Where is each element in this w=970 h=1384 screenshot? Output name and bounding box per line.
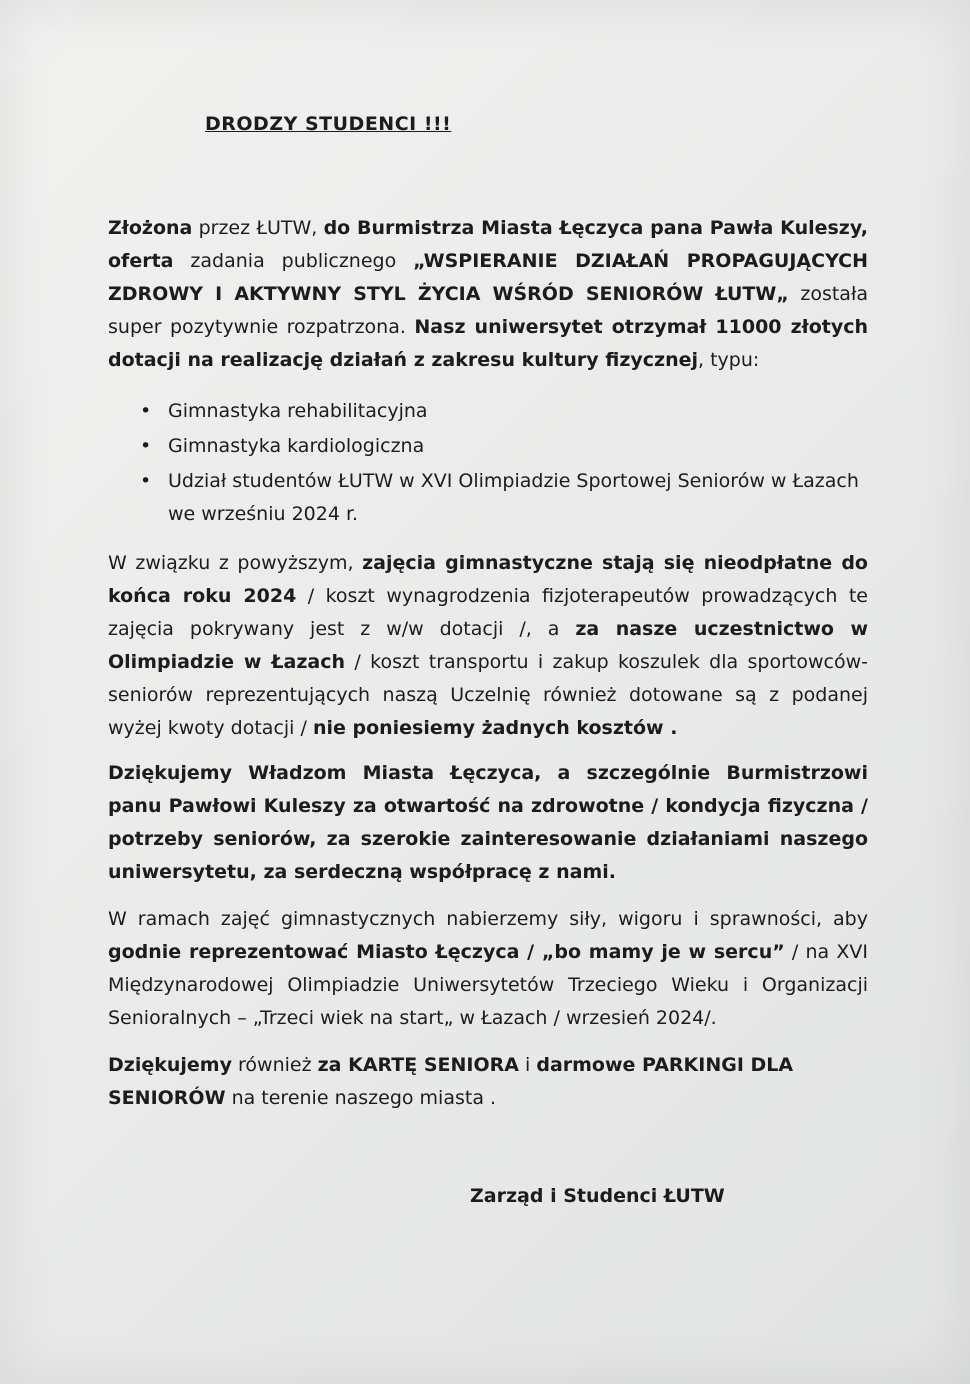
paragraph-olympiad xyxy=(108,903,868,1035)
bullet-icon: • xyxy=(140,470,152,492)
list-item-text: Gimnastyka rehabilitacyjna xyxy=(168,400,428,422)
text: również xyxy=(231,1054,318,1076)
text: / koszt transportu i zakup koszulek dla sportowców- seniorów reprezentujących naszą Uczelnię również dotowane są z podanej wyżej kwoty dotacji / xyxy=(108,651,868,739)
paragraph-offer xyxy=(108,212,868,377)
paragraph-free-classes xyxy=(108,547,868,745)
paragraph-senior-card xyxy=(108,1049,868,1115)
text: przez ŁUTW, xyxy=(192,217,324,239)
text: / koszt wynagrodzenia fizjoterapeutów prowadzących te zajęcia pokrywany jest z w/w dotacji /, a xyxy=(108,585,868,640)
text-bold: za nasze uczestnictwo w Olimpiadzie w Łazach xyxy=(108,618,868,673)
text: W związku z powyższym, xyxy=(108,552,363,574)
text-bold: nie poniesiemy żadnych kosztów . xyxy=(312,717,678,739)
activities-list xyxy=(140,395,870,533)
text: i xyxy=(518,1054,537,1076)
text: W ramach zajęć gimnastycznych nabierzemy siły, wigoru i sprawności, aby xyxy=(108,908,868,930)
text-bold: Dziękujemy Władzom Miasta Łęczyca, a szczególnie Burmistrzowi panu Pawłowi Kuleszy za otwartość na zdrowotne / kondycja fizyczna / potrzeby seniorów, za szerokie zainteresowanie działaniami naszego uniwersytetu, za serdeczną współpracę z nami. xyxy=(108,762,868,883)
letter-heading: DRODZY STUDENCI !!! xyxy=(205,113,452,135)
text: na terenie naszego miasta . xyxy=(225,1087,497,1109)
list-item xyxy=(140,430,870,463)
text-bold: zajęcia gimnastyczne stają się nieodpłatne do końca roku 2024 xyxy=(108,552,868,607)
bullet-icon: • xyxy=(140,435,152,457)
signature: Zarząd i Studenci ŁUTW xyxy=(470,1185,725,1207)
bullet-icon: • xyxy=(140,400,152,422)
text-bold: „WSPIERANIE DZIAŁAŃ PROPAGUJĄCYCH ZDROWY I AKTYWNY STYL ŻYCIA WŚRÓD SENIORÓW ŁUTW„ xyxy=(108,250,868,305)
text: / na XVI Międzynarodowej Olimpiadzie Uniwersytetów Trzeciego Wieku i Organizacji Senioralnych – „Trzeci wiek na start„ w Łazach / wrzesień 2024/. xyxy=(108,941,868,1029)
text-bold: do Burmistrza Miasta Łęczyca pana Pawła Kuleszy, oferta xyxy=(108,217,868,272)
list-item xyxy=(140,465,870,531)
list-item xyxy=(140,395,870,428)
text-bold: godnie reprezentować Miasto Łęczyca / „bo mamy je w sercu” xyxy=(108,941,785,963)
list-item-text: Udział studentów ŁUTW w XVI Olimpiadzie Sportowej Seniorów w Łazach we wrześniu 2024 r. xyxy=(168,470,859,525)
text: , typu: xyxy=(698,349,760,371)
text: została super pozytywnie rozpatrzona. xyxy=(108,283,868,338)
text: zadania publicznego xyxy=(173,250,414,272)
text-bold: Dziękujemy xyxy=(108,1054,232,1076)
text-bold: Nasz uniwersytet otrzymał 11000 złotych dotacji na realizację działań z zakresu kultury fizycznej xyxy=(108,316,869,371)
list-item-text: Gimnastyka kardiologiczna xyxy=(168,435,425,457)
text-bold: Złożona xyxy=(108,217,193,239)
text-bold: darmowe PARKINGI DLA SENIORÓW xyxy=(108,1054,794,1109)
paragraph-thanks xyxy=(108,757,868,889)
text-bold: za KARTĘ SENIORA xyxy=(317,1054,519,1076)
